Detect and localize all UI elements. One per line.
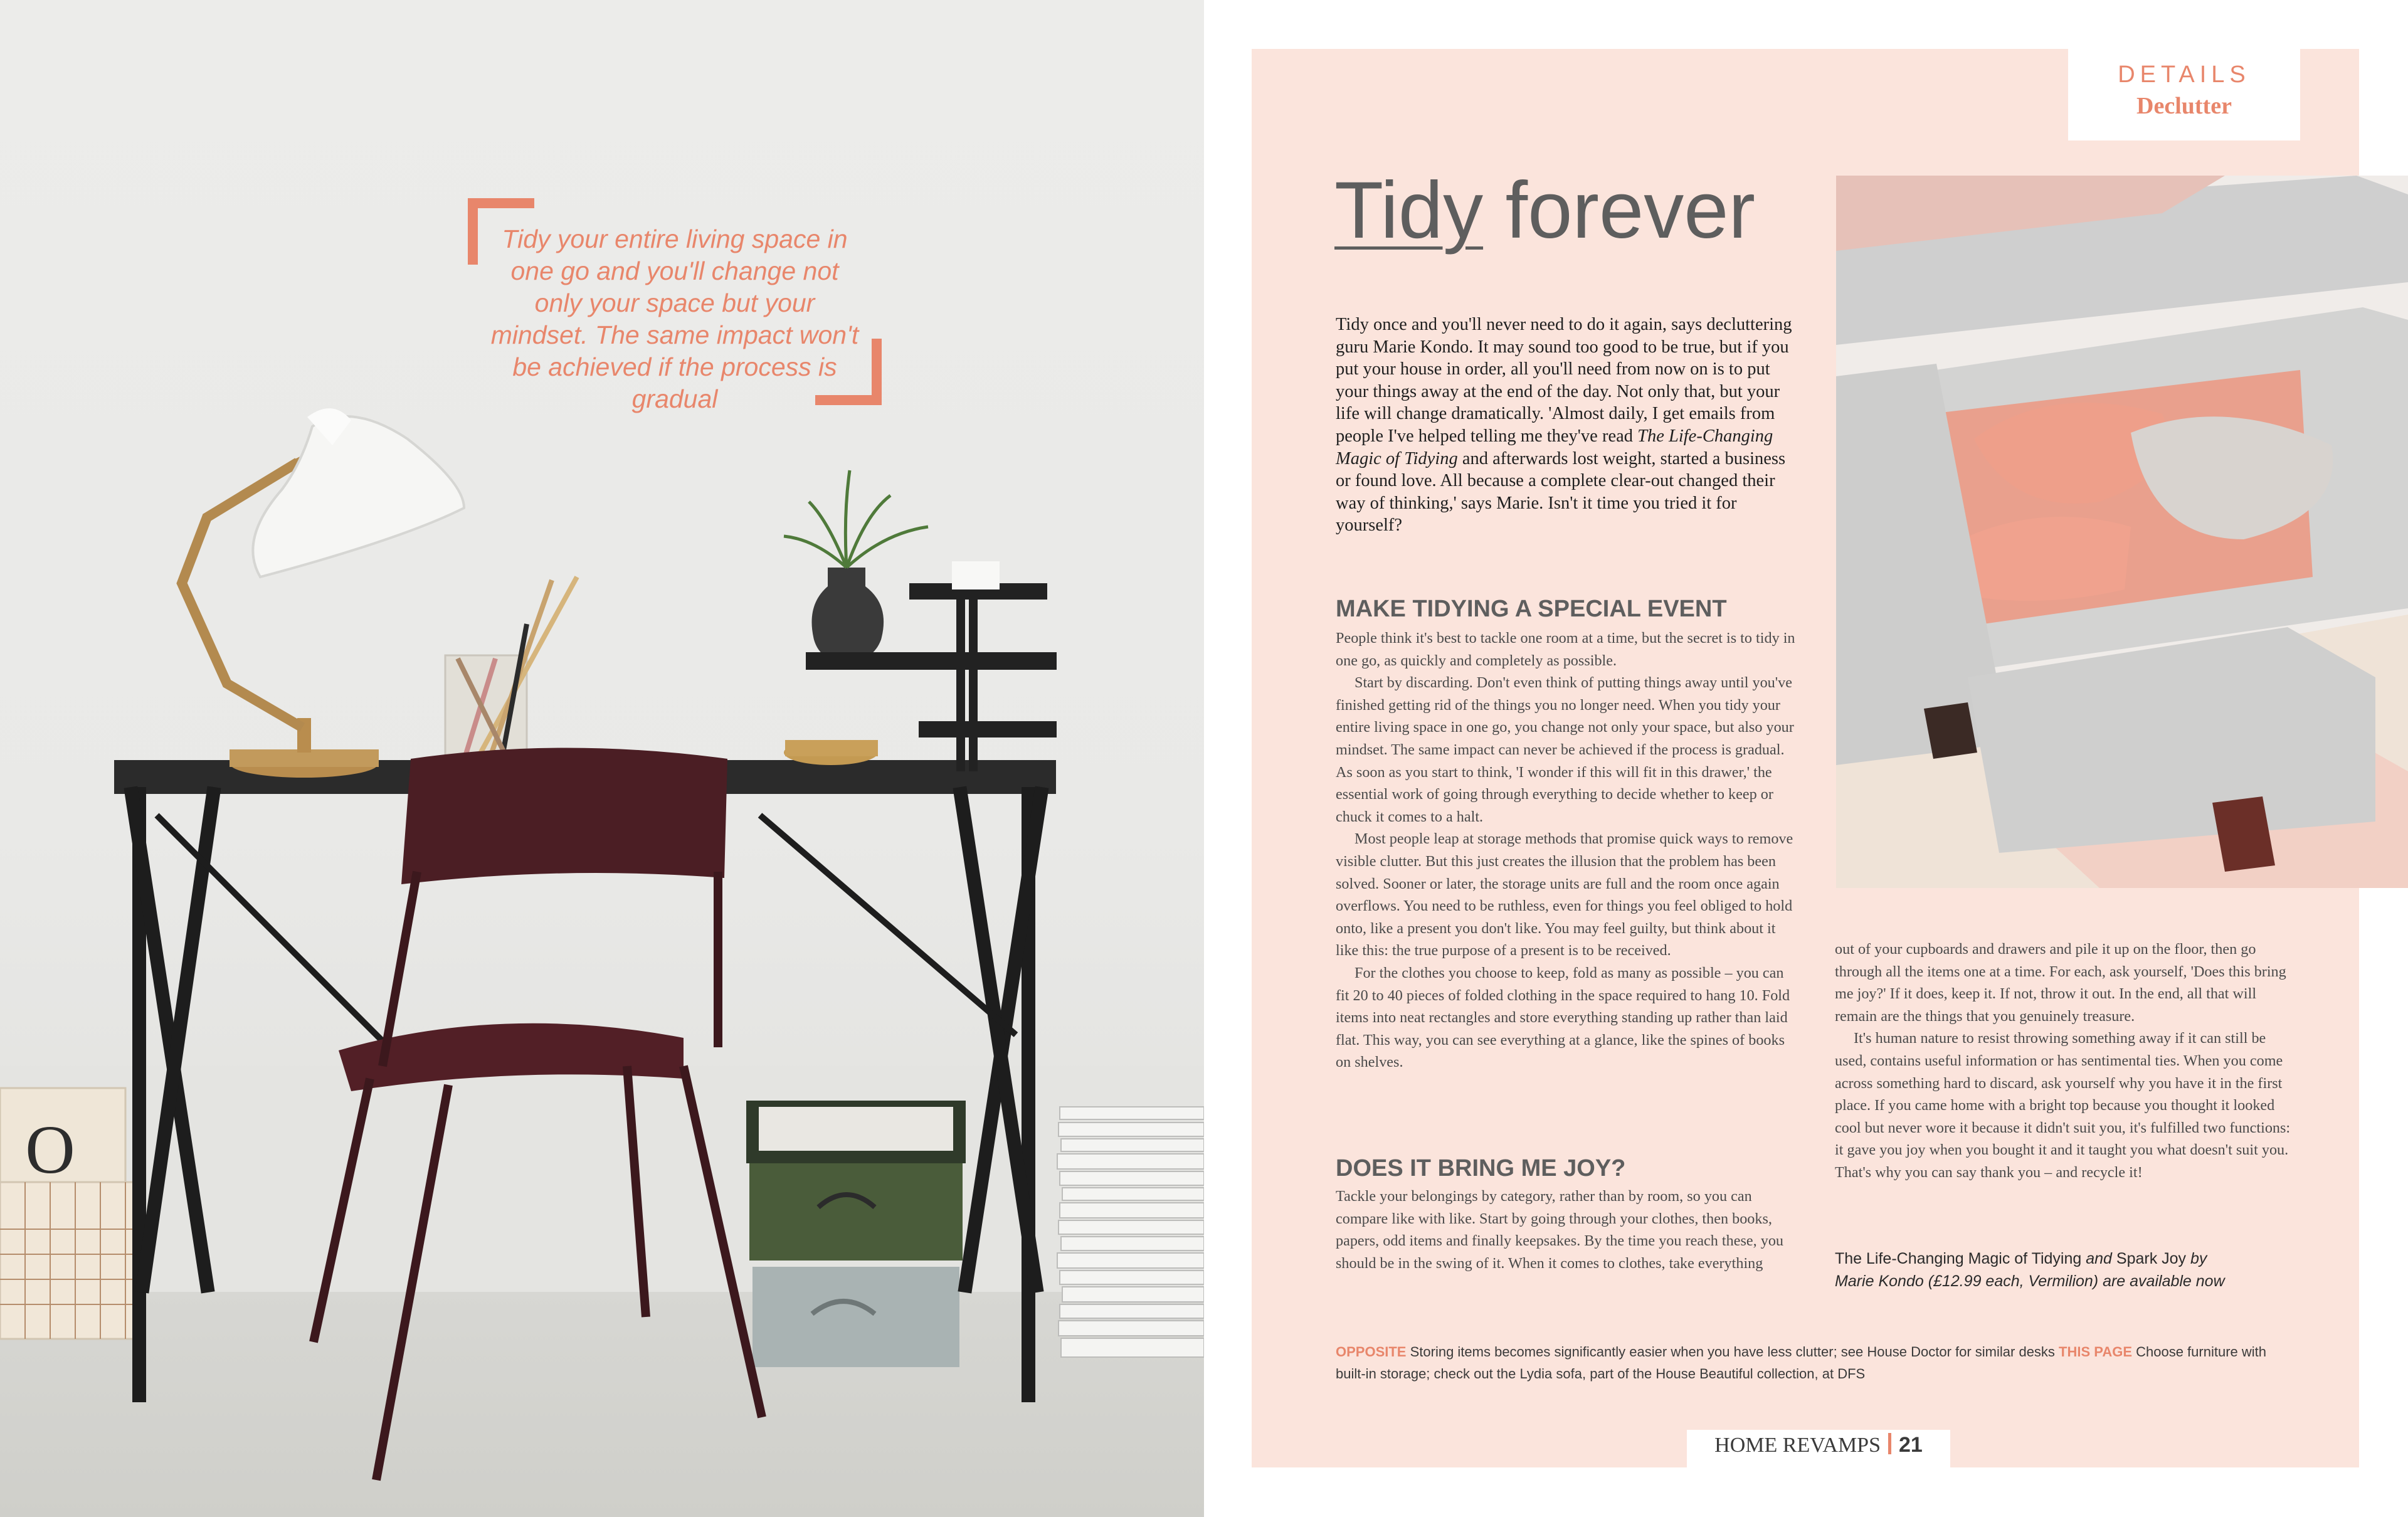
section-body-bring-joy-continued — [1835, 938, 2299, 1184]
credit-details: Marie Kondo (£12.99 each, Vermilion) are available now — [1835, 1272, 2225, 1290]
intro-book-title: The Life-Changing Magic of Tidying — [1336, 426, 1773, 468]
caption-tag-this-page: THIS PAGE — [2059, 1344, 2132, 1360]
photo-caption — [1336, 1341, 2276, 1385]
intro-text-before: Tidy once and you'll never need to do it again, says decluttering guru Marie Kondo. It may sound too good to be true, but if you put your house in order, all you'll need from now on is to put your things away at the end of the day. Not only that, but your life will change dramatically. 'Almost daily, I get emails from people I've helped telling me they've read — [1336, 315, 1792, 446]
page-number: 21 — [1899, 1433, 1923, 1457]
paragraph: It's human nature to resist throwing something away if it can still be used, contains useful information or has sentimental ties. When you come across something hard to discard, ask yourself why you have it in the first place. If you came home with a bright top because you thought it looked cool but never wore it because it didn't suit you, it's fulfilled two functions: it gave you joy when you bought it and it taught you what doesn't suit you. That's why you can say thank you – and recycle it! — [1835, 1030, 2291, 1181]
folio-section: HOME REVAMPS — [1714, 1434, 1881, 1457]
credit-book-title-1: The Life-Changing Magic of Tidying — [1835, 1250, 2082, 1267]
section-heading-tidying-event: MAKE TIDYING A SPECIAL EVENT — [1336, 596, 1727, 622]
paragraph: Tackle your belongings by category, rather than by room, so you can compare like with like. Start by going through your clothes, then books, papers, odd items and finally keepsakes. By the time you reach these, you should be in the swing of it. When it comes to clothes, take everything — [1336, 1188, 1784, 1272]
caption-text-opposite: Storing items becomes significantly easier when you have less clutter; see House Doctor for similar desks — [1406, 1344, 2059, 1360]
section-label: DETAILS — [2118, 61, 2251, 88]
plant-vase — [784, 470, 928, 662]
paragraph: Start by discarding. Don't even think of putting things away until you've finished getting rid of the things you no longer need. When you tidy your entire living space in one go, you change not only your space, but also your mindset. The same impact can never be achieved if the process is gradual. As soon as you start to think, 'I wonder if this will fit in this drawer,' the essential work of going through everything to decide whether to keep or chuck it comes to a halt. — [1336, 674, 1794, 825]
pull-quote — [468, 198, 882, 413]
page-folio — [1687, 1430, 1950, 1467]
folio-divider — [1888, 1433, 1891, 1454]
metal-storage-boxes — [746, 1101, 966, 1367]
credit-and: and — [2081, 1250, 2116, 1267]
intro-text-after: and afterwards lost weight, started a business or found love. All because a complete clear-out changed their way of thinking,' says Marie. Isn't it time you tried it for yourself? — [1336, 448, 1786, 536]
article-title-first-word: Tidy — [1334, 166, 1484, 255]
magazine-stack — [1057, 1107, 1204, 1357]
caption-tag-opposite: OPPOSITE — [1336, 1344, 1407, 1360]
book-credit — [1835, 1248, 2299, 1292]
pull-quote-text: Tidy your entire living space in one go and you'll change not only your space but your mindset. The same impact won't be achieved if the process is gradual — [490, 225, 859, 413]
credit-book-title-2: Spark Joy — [2116, 1250, 2187, 1267]
section-heading-bring-joy: DOES IT BRING ME JOY? — [1336, 1155, 1626, 1181]
paragraph: Most people leap at storage methods that promise quick ways to remove visible clutter. But this just creates the illusion that the problem has been solved. Sooner or later, the storage units are full and the room once again overflows. You need to be ruthless, even for things you feel obliged to hold onto, like a present you don't like. You may feel guilty, but think about it like this: the true purpose of a present is to be received. — [1336, 830, 1793, 959]
section-body-tidying-event — [1336, 627, 1800, 1074]
section-tab — [2068, 49, 2300, 140]
pencil-holder — [445, 577, 577, 762]
section-body-bring-joy — [1336, 1185, 1800, 1274]
article-title — [1334, 164, 1773, 256]
article-title-rest: forever — [1505, 166, 1755, 255]
caption-text-this-page: Choose furniture with built-in storage; check out the Lydia sofa, part of the House Beautiful collection, at DFS — [1336, 1344, 2266, 1382]
credit-by: by — [2186, 1250, 2207, 1267]
sofa-storage-photo — [1836, 176, 2408, 888]
desk-lamp — [182, 408, 464, 778]
paragraph: People think it's best to tackle one room at a time, but the secret is to tidy in one go, as quickly and completely as possible. — [1336, 630, 1795, 669]
section-sublabel: Declutter — [2136, 93, 2232, 119]
sofa-illustration — [1836, 176, 2408, 888]
paragraph: For the clothes you choose to keep, fold as many as possible – you can fit 20 to 40 pieces of folded clothing in the space required to hang 10. Fold items into neat rectangles and store everything standing up rather than laid flat. This way, you can see everything at a glance, like the spines of books on shelves. — [1336, 964, 1790, 1071]
box-letter-label: O — [25, 1111, 75, 1188]
paragraph: out of your cupboards and drawers and pile it up on the floor, then go through all the items one at a time. For each, ask yourself, 'Does this bring me joy?' If it does, keep it. If not, throw it out. In the end, all that will remain are the things that you genuinely treasure. — [1835, 941, 2286, 1025]
article-intro — [1336, 314, 1800, 537]
